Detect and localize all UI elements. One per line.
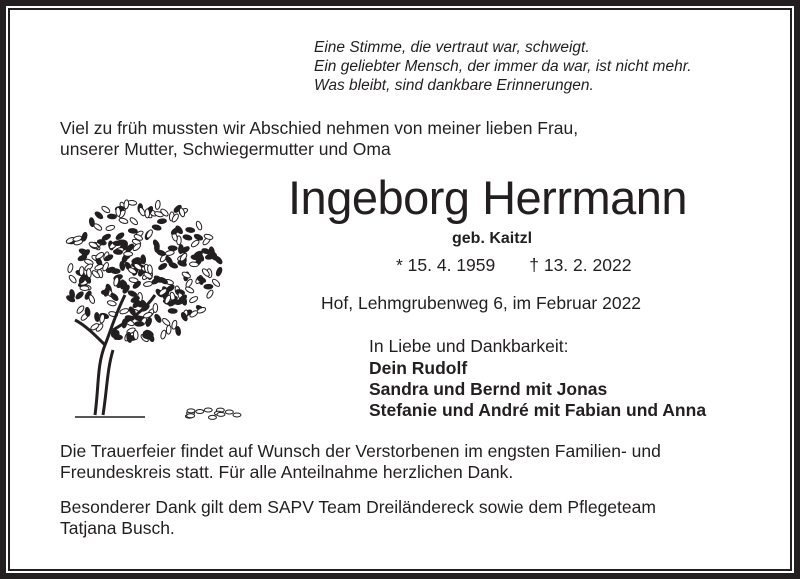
- death-date: † 13. 2. 2022: [529, 255, 632, 275]
- fallen-leaf: [233, 413, 241, 417]
- leaf: [115, 232, 125, 241]
- leaf: [178, 244, 183, 253]
- leaf: [93, 223, 103, 232]
- leaf: [116, 207, 121, 216]
- poem-line: Was bleibt, sind dankbare Erinnerungen.: [314, 77, 594, 94]
- tree-leaves: [65, 200, 241, 420]
- leaf: [181, 271, 191, 279]
- leaf: [128, 228, 137, 233]
- leaf: [214, 255, 223, 265]
- poem-line: Ein geliebter Mensch, der immer da war, ist nicht mehr.: [314, 58, 692, 75]
- leaf: [107, 214, 116, 219]
- leaf: [129, 216, 139, 225]
- thanks-intro: In Liebe und Dankbarkeit:: [369, 336, 569, 356]
- special-thanks-line: Besonderer Dank gilt dem SAPV Team Dreiländereck sowie dem Pflegeteam: [60, 497, 656, 517]
- place-date: Hof, Lehmgrubenweg 6, im Februar 2022: [321, 293, 642, 313]
- leaf: [105, 224, 115, 231]
- leaf: [206, 289, 215, 299]
- leaf: [143, 311, 153, 319]
- leaf: [152, 224, 162, 231]
- leaf: [124, 252, 133, 257]
- fallen-leaf: [208, 415, 216, 419]
- family-member: Stefanie und André mit Fabian und Anna: [369, 400, 707, 420]
- funeral-note: [60, 441, 661, 483]
- leaf: [185, 227, 195, 233]
- leaf: [113, 335, 122, 340]
- leaf: [165, 250, 175, 256]
- family-member: Dein Rudolf: [369, 358, 468, 378]
- intro-line: Viel zu früh mussten wir Abschied nehmen von meiner lieben Frau,: [60, 118, 579, 138]
- leaf: [67, 263, 74, 273]
- funeral-note-line: Die Trauerfeier findet auf Wunsch der Verstorbenen im engsten Familien- und: [60, 441, 661, 461]
- leaf: [135, 321, 144, 326]
- leaf: [80, 286, 89, 291]
- leaf: [145, 209, 150, 218]
- leaf: [168, 309, 177, 314]
- leaf: [168, 246, 177, 251]
- leaf: [88, 294, 96, 304]
- fallen-leaf: [204, 408, 212, 412]
- leaf: [152, 239, 160, 249]
- family-list: [369, 358, 706, 421]
- fallen-leaf: [225, 410, 233, 414]
- leaf: [133, 330, 138, 339]
- intro-line: unserer Mutter, Schwiegermutter und Oma: [60, 139, 391, 159]
- leaf: [155, 200, 161, 210]
- life-dates: [396, 255, 631, 276]
- leaf: [170, 226, 180, 235]
- leaf: [76, 305, 85, 315]
- poem-line: Eine Stimme, die vertraut war, schweigt.: [314, 39, 590, 56]
- leaf: [118, 217, 128, 224]
- leaf: [215, 267, 223, 277]
- leaf: [86, 268, 91, 277]
- leaf: [94, 312, 100, 321]
- leaf: [119, 308, 129, 315]
- leaf: [75, 291, 85, 300]
- leaf: [158, 276, 168, 285]
- leaf: [79, 266, 84, 275]
- family-member: Sandra und Bernd mit Jonas: [369, 379, 608, 399]
- special-thanks-line: Tatjana Busch.: [60, 518, 175, 538]
- leaf: [153, 303, 158, 312]
- leaf: [185, 286, 195, 294]
- leaf: [145, 229, 153, 239]
- deceased-name: Ingeborg Herrmann: [288, 171, 688, 224]
- fallen-leaf: [187, 409, 195, 413]
- leaf: [154, 313, 163, 323]
- leaf: [158, 262, 168, 271]
- birth-date: * 15. 4. 1959: [396, 255, 496, 275]
- leaf: [183, 234, 193, 241]
- fallen-leaf: [196, 410, 204, 414]
- funeral-note-line: Freundeskreis statt. Für alle Anteilnahme herzlichen Dank.: [60, 462, 514, 482]
- leaf: [141, 255, 146, 264]
- leaf: [204, 284, 213, 289]
- leaf: [81, 232, 88, 242]
- leaf: [166, 325, 171, 334]
- leaf: [101, 205, 111, 214]
- leaf: [160, 330, 167, 340]
- poem: [314, 38, 692, 95]
- leaf: [195, 221, 203, 231]
- fallen-leaf: [217, 412, 225, 416]
- leaf: [94, 211, 104, 220]
- leaf: [190, 239, 200, 248]
- leaf: [193, 233, 203, 241]
- leaf: [189, 262, 198, 267]
- tree-illustration-icon: [55, 185, 250, 425]
- leaf: [189, 295, 199, 304]
- leaf: [113, 241, 122, 246]
- leaf: [113, 249, 122, 254]
- leaf: [132, 242, 142, 251]
- special-thanks: [60, 497, 656, 539]
- leaf: [157, 218, 166, 224]
- intro-text: [60, 118, 578, 160]
- leaf: [101, 233, 111, 241]
- leaf: [68, 274, 77, 284]
- leaf: [156, 249, 166, 256]
- maiden-name: geb. Kaitzl: [452, 230, 533, 247]
- fallen-leaf: [187, 414, 195, 418]
